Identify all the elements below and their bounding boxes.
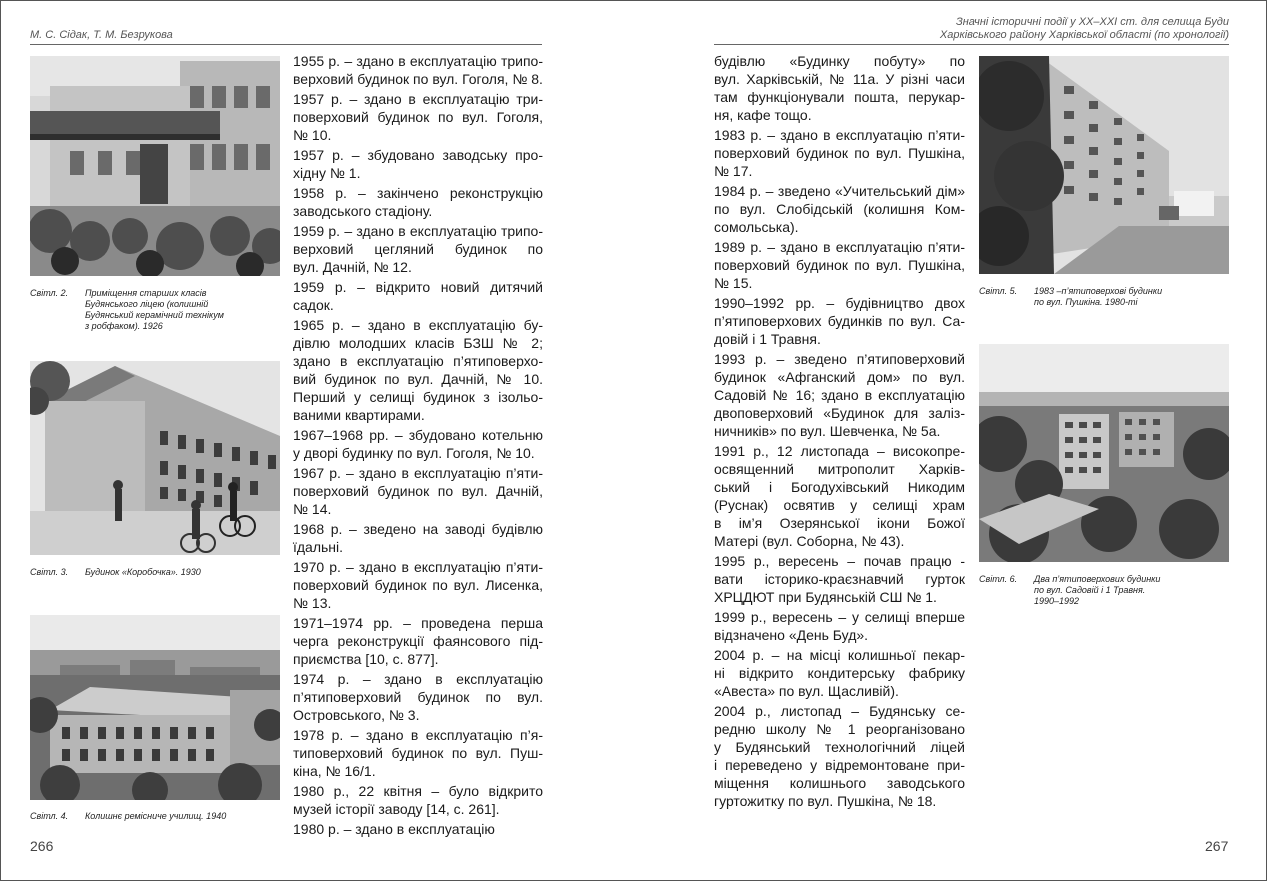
chronology-entry <box>293 558 543 612</box>
text-line: 2004 р. – на місці колишньої пекар- <box>714 647 965 663</box>
text-line: 1974 р. – здано в експлуатацію <box>293 671 543 687</box>
text-line: 1967–1968 рр. – збудовано котельню <box>293 427 543 443</box>
caption-line: 1983 –п’ятиповерхові будинки <box>1034 286 1163 296</box>
chronology-entry <box>293 520 543 556</box>
text-line: (Руснак) освятив у селищі храм <box>714 497 965 513</box>
chronology-entry <box>714 702 965 810</box>
text-line: вул. Дачній, № 12. <box>293 259 412 275</box>
text-line: 1968 р. – зведено на заводі будівлю <box>293 521 543 537</box>
text-line: довій і 1 Травня. <box>714 331 821 347</box>
text-line: «Авеста» по вул. Щасливій). <box>714 683 899 699</box>
text-line: приємства [10, с. 877]. <box>293 651 439 667</box>
text-line: 1970 р. – здано в експлуатацію п’яти- <box>293 559 543 575</box>
text-line: двоповерховий «Будинок для заліз- <box>714 405 965 421</box>
text-line: вати історико-краєзнавчий гурток <box>714 571 965 587</box>
text-line: 1980 р., 22 квітня – було відкрито <box>293 783 543 799</box>
caption-line: Два п’ятиповерхових будинки <box>1034 574 1161 584</box>
text-line: 1958 р. – закінчено реконструкцію <box>293 185 543 201</box>
text-line: поверховий будинок по вул. Пушкіна, <box>714 257 965 273</box>
text-line: 1984 р. – зведено «Учительський дім» <box>714 183 965 199</box>
caption-line: Будянського ліцею (колишній <box>85 299 209 309</box>
text-line: 1959 р. – здано в експлуатацію трипо- <box>293 223 543 239</box>
text-line: 1999 р., вересень – у селищі вперше <box>714 609 965 625</box>
text-line: здано в експлуатацію п’ятиповерхо- <box>293 353 543 369</box>
text-line: заводського стадіону. <box>293 203 433 219</box>
caption-label: Світл. 3. <box>30 567 69 577</box>
chronology-entry <box>714 294 965 348</box>
text-line: освященний митрополит Харків- <box>714 461 965 477</box>
running-header-title-line1: Значні історичні події у XX–XXI ст. для селища Буди <box>955 16 1229 28</box>
chronology-entry <box>714 238 965 292</box>
chronology-entry <box>293 670 543 724</box>
chronology-entry <box>293 316 543 424</box>
caption-line: 1990–1992 <box>1034 596 1080 606</box>
photo-pushkina-buildings <box>979 56 1229 274</box>
text-line: ваними квартирами. <box>293 407 425 423</box>
text-line: поверховий будинок по вул. Дачній, <box>293 483 543 499</box>
text-line: поверховий будинок по вул. Пушкіна, <box>714 145 965 161</box>
text-line: 1980 р. – здано в експлуатацію <box>293 821 495 837</box>
caption-label: Світл. 6. <box>979 574 1018 584</box>
running-header-authors: М. С. Сідак, Т. М. Безрукова <box>30 29 173 41</box>
text-line: ХРЦДЮТ при Будянській СШ № 1. <box>714 589 937 605</box>
chronology-entry <box>293 726 543 780</box>
caption-label: Світл. 5. <box>979 286 1018 296</box>
page-number-left: 266 <box>30 838 54 854</box>
caption-label: Світл. 4. <box>30 811 69 821</box>
text-line: Матері (вул. Соборна, № 43). <box>714 533 905 549</box>
text-line: 1991 р., 12 листопада – високопре- <box>714 443 965 459</box>
text-line: верховий будинок по вул. Гоголя, № 8. <box>293 71 543 87</box>
text-line: п’ятиповерховий будинок по вул. <box>293 689 543 705</box>
text-line: № 10. <box>293 127 332 143</box>
chronology-entry <box>714 552 965 606</box>
chronology-entry <box>714 608 965 644</box>
text-line: п’ятиповерхових будинків по вул. Са- <box>714 313 965 329</box>
text-line: типоверховий будинок по вул. Пуш- <box>293 745 543 761</box>
header-rule-right <box>714 44 1229 45</box>
chronology-entry <box>293 146 543 182</box>
text-line: № 13. <box>293 595 332 611</box>
text-line: міщення колишнього заводського <box>714 775 965 791</box>
chronology-entry <box>293 820 543 838</box>
chronology-entry <box>293 52 543 88</box>
text-line: 1983 р. – здано в експлуатацію п’яти- <box>714 127 965 143</box>
photo-sadova-panorama <box>979 344 1229 562</box>
text-line: 1957 р. – збудовано заводську про- <box>293 147 543 163</box>
text-line: і переведено у відремонтоване при- <box>714 757 965 773</box>
page-number-right: 267 <box>1205 838 1229 854</box>
text-line: № 15. <box>714 275 753 291</box>
text-line: дівлю молодших класів БЗШ № 2; <box>293 335 543 351</box>
chronology-entry <box>293 464 543 518</box>
chronology-entry <box>293 278 543 314</box>
running-header-title-line2: Харківського району Харківської області (по хронології) <box>939 29 1229 41</box>
text-line: 1995 р., вересень – почав працю - <box>714 553 965 569</box>
caption-line: Колишнє ремісниче училищ. 1940 <box>85 811 227 821</box>
chronology-entry <box>293 222 543 276</box>
caption-line: Будинок «Коробочка». 1930 <box>85 567 201 577</box>
text-line: вий будинок по вул. Дачній, № 10. <box>293 371 543 387</box>
text-line: ня, кафе тощо. <box>714 107 812 123</box>
chronology-entry <box>714 350 965 440</box>
text-line: 1967 р. – здано в експлуатацію п’яти- <box>293 465 543 481</box>
text-line: кіна, № 16/1. <box>293 763 376 779</box>
chronology-entry <box>714 52 965 124</box>
text-line: Садовій № 16; здано в експлуатацію <box>714 387 965 403</box>
text-line: 1955 р. – здано в експлуатацію трипо- <box>293 53 543 69</box>
caption-line: Приміщення старших класів <box>85 288 207 298</box>
chronology-entry <box>714 442 965 550</box>
text-line: 1959 р. – відкрито новий дитячий <box>293 279 543 295</box>
text-line: 1965 р. – здано в експлуатацію бу- <box>293 317 543 333</box>
caption-line: з робфаком). 1926 <box>85 321 163 331</box>
right-text-column <box>714 52 965 812</box>
chronology-entry <box>293 184 543 220</box>
text-line: ничників» по вул. Шевченка, № 5а. <box>714 423 941 439</box>
text-line: верховий цегляний будинок по <box>293 241 543 257</box>
text-line: по вул. Слобідській (колишня Ком- <box>714 201 965 217</box>
header-rule-left <box>30 44 542 45</box>
text-line: 1978 р. – здано в експлуатацію п’я- <box>293 727 543 743</box>
caption-label: Світл. 2. <box>30 288 69 298</box>
chronology-entry <box>293 90 543 144</box>
text-line: редню школу № 1 реорганізовано <box>714 721 965 737</box>
text-line: 1990–1992 рр. – будівництво двох <box>714 295 965 311</box>
text-line: в ім’я Озерянської ікони Божої <box>714 515 965 531</box>
caption-line: по вул. Садовій і 1 Травня. <box>1034 585 1146 595</box>
text-line: будинок «Афганский дом» по вул. <box>714 369 965 385</box>
running-header-title <box>940 16 1229 42</box>
left-text-column <box>293 52 543 840</box>
text-line: Островського, № 3. <box>293 707 420 723</box>
chronology-entry <box>714 126 965 180</box>
caption-line: по вул. Пушкіна. 1980-ті <box>1034 297 1138 307</box>
photo-korobochka-building <box>30 361 280 555</box>
text-line: 1957 р. – здано в експлуатацію три- <box>293 91 543 107</box>
text-line: у Будянський технологічний ліцей <box>714 739 965 755</box>
text-line: у дворі будинку по вул. Гоголя, № 10. <box>293 445 535 461</box>
text-line: відзначено «День Буд». <box>714 627 869 643</box>
text-line: садок. <box>293 297 334 313</box>
text-line: їдальні. <box>293 539 344 555</box>
chronology-entry <box>293 426 543 462</box>
chronology-entry <box>293 782 543 818</box>
text-line: сомольська). <box>714 219 799 235</box>
text-line: № 14. <box>293 501 332 517</box>
text-line: ський і Богодухівський Никодим <box>714 479 965 495</box>
text-line: ні відкрито кондитерську фабрику <box>714 665 965 681</box>
text-line: Перший у селищі будинок з ізольо- <box>293 389 543 405</box>
text-line: 1989 р. – здано в експлуатацію п’яти- <box>714 239 965 255</box>
text-line: 1993 р. – зведено п’ятиповерховий <box>714 351 965 367</box>
text-line: будівлю «Будинку побуту» по <box>714 53 965 69</box>
text-line: 2004 р., листопад – Будянську се- <box>714 703 965 719</box>
text-line: 1971–1974 рр. – проведена перша <box>293 615 543 631</box>
text-line: поверховий будинок по вул. Гоголя, <box>293 109 543 125</box>
chronology-entry <box>714 182 965 236</box>
chronology-entry <box>293 614 543 668</box>
text-line: № 17. <box>714 163 753 179</box>
caption-line: Будянський керамічний технікум <box>85 310 224 320</box>
text-line: музей історії заводу [14, с. 261]. <box>293 801 500 817</box>
text-line: поверховий будинок по вул. Лисенка, <box>293 577 543 593</box>
chronology-entry <box>714 646 965 700</box>
text-line: вул. Харківській, № 11а. У різні часи <box>714 71 965 87</box>
text-line: черга реконструкції фаянсового під- <box>293 633 543 649</box>
text-line: хідну № 1. <box>293 165 361 181</box>
photo-vocational-school <box>30 615 280 800</box>
text-line: там функціонували пошта, перукар- <box>714 89 965 105</box>
text-line: гуртожитку по вул. Пушкіна, № 18. <box>714 793 937 809</box>
photo-lyceum-building <box>30 56 280 276</box>
